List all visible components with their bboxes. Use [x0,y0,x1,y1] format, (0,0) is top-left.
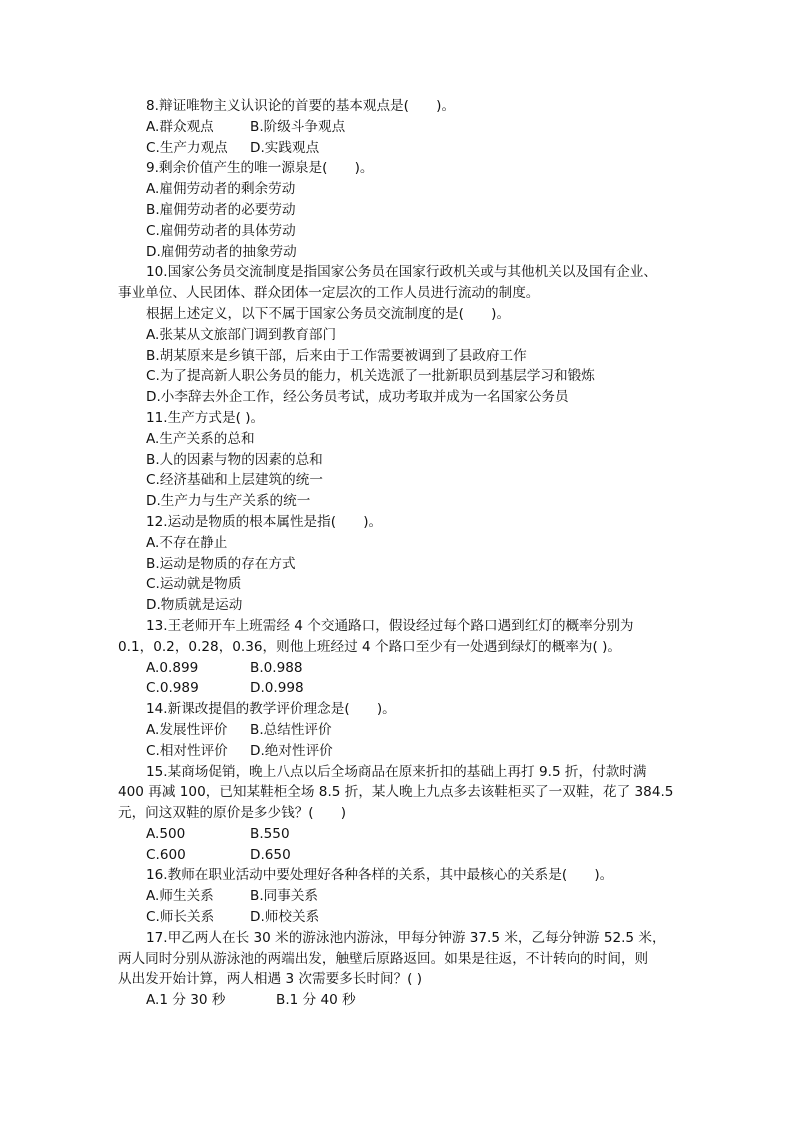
text-line [118,325,688,346]
line-text: 16.教师在职业活动中要处理好各种各样的关系，其中最核心的关系是( )。 [146,867,614,884]
option-text: B.550 [250,825,290,842]
line-text: 10.国家公务员交流制度是指国家公务员在国家行政机关或与其他机关以及国有企业、 [146,264,657,281]
text-line [118,824,688,845]
text-line [118,616,688,637]
line-text: 8.辩证唯物主义认识论的首要的基本观点是( )。 [146,98,456,114]
text-line [118,741,688,762]
line-text: B.运动是物质的存在方式 [146,555,296,572]
text-line [118,969,688,990]
line-text: 两人同时分别从游泳池的两端出发，触壁后原路返回。如果是往返，不计转向的时间，则 [118,950,649,967]
line-text: D.雇佣劳动者的抽象劳动 [146,243,297,260]
option-text: C.师长关系 [146,909,215,926]
line-text: B.雇佣劳动者的必要劳动 [146,201,296,218]
text-line [118,865,688,886]
option-text: D.师校关系 [250,909,320,926]
text-line [118,949,688,970]
text-line [118,574,688,595]
line-text: C.雇佣劳动者的具体劳动 [146,222,296,239]
text-line [118,512,688,533]
option-text: D.0.998 [250,680,304,697]
option-text: A.1 分 30 秒 [146,992,226,1009]
text-line [118,366,688,387]
text-line [118,491,688,512]
option-text: A.0.899 [146,659,199,676]
option-text: A.群众观点 [146,118,214,135]
line-text: C.经济基础和上层建筑的统一 [146,472,323,489]
option-text: A.发展性评价 [146,721,228,738]
text-line [118,387,688,408]
line-text: 元，问这双鞋的原价是多少钱？( ) [118,805,347,822]
text-line [118,886,688,907]
text-line [118,200,688,221]
text-line [118,221,688,242]
text-line [118,408,688,429]
text-line [118,533,688,554]
option-text: A.500 [146,825,186,842]
option-text: C.600 [146,846,186,863]
line-text: 9.剩余价值产生的唯一源泉是( )。 [146,160,374,177]
text-line [118,138,688,159]
text-line [118,283,688,304]
text-line [118,96,688,117]
option-text: B.同事关系 [250,888,319,905]
line-text: 11.生产方式是( )。 [146,409,265,426]
line-text: C.运动就是物质 [146,576,242,593]
line-text: D.生产力与生产关系的统一 [146,493,311,510]
text-line [118,304,688,325]
line-text: 0.1，0.2，0.28，0.36，则他上班经过 4 个路口至少有一处遇到绿灯的概率为( )。 [118,638,622,655]
text-line [118,450,688,471]
line-text: A.生产关系的总和 [146,430,255,447]
line-text: 15.某商场促销，晚上八点以后全场商品在原来折扣的基础上再打 9.5 折，付款时满 [146,763,647,780]
text-line [118,595,688,616]
line-text: 从出发开始计算，两人相遇 3 次需要多长时间？( ) [118,971,423,988]
text-line [118,720,688,741]
line-text: A.不存在静止 [146,534,228,551]
option-text: C.0.989 [146,680,199,697]
text-line [118,554,688,575]
text-line [118,782,688,803]
option-text: A.师生关系 [146,888,214,905]
option-text: C.生产力观点 [146,139,228,156]
document-page [118,96,688,1011]
option-text: D.实践观点 [250,139,320,156]
line-text: 13.王老师开车上班需经 4 个交通路口，假设经过每个路口遇到红灯的概率分别为 [146,617,634,634]
text-line [118,699,688,720]
text-line [118,470,688,491]
text-line [118,658,688,679]
text-line [118,242,688,263]
option-text: B.0.988 [250,659,303,676]
line-text: A.雇佣劳动者的剩余劳动 [146,181,296,198]
option-text: B.阶级斗争观点 [250,118,346,135]
text-line [118,158,688,179]
line-text: D.物质就是运动 [146,597,243,614]
line-text: 根据上述定义，以下不属于国家公务员交流制度的是( )。 [146,305,511,322]
text-line [118,678,688,699]
line-text: C.为了提高新人职公务员的能力，机关选派了一批新职员到基层学习和锻炼 [146,368,595,385]
text-line [118,990,688,1011]
line-text: A.张某从文旅部门调到教育部门 [146,326,337,343]
option-text: B.总结性评价 [250,721,332,738]
line-text: 400 再减 100，已知某鞋柜全场 8.5 折，某人晚上九点多去该鞋柜买了一双鞋，花了 384.5 [118,784,674,801]
option-text: B.1 分 40 秒 [276,992,356,1009]
text-line [118,346,688,367]
option-text: C.相对性评价 [146,742,228,759]
text-line [118,637,688,658]
line-text: B.人的因素与物的因素的总和 [146,451,323,468]
text-line [118,907,688,928]
line-text: 事业单位、人民团体、群众团体一定层次的工作人员进行流动的制度。 [118,285,540,302]
line-text: 14.新课改提倡的教学评价理念是( )。 [146,701,396,718]
text-line [118,803,688,824]
line-text: 17.甲乙两人在长 30 米的游泳池内游泳，甲每分钟游 37.5 米，乙每分钟游 52.5 米， [146,929,666,946]
text-line [118,429,688,450]
text-line [118,179,688,200]
option-text: D.绝对性评价 [250,742,333,759]
text-line [118,845,688,866]
text-line [118,262,688,283]
text-line [118,762,688,783]
option-text: D.650 [250,846,291,863]
text-line [118,117,688,138]
line-text: B.胡某原来是乡镇干部，后来由于工作需要被调到了县政府工作 [146,347,527,364]
line-text: D.小李辞去外企工作，经公务员考试，成功考取并成为一名国家公务员 [146,389,569,406]
text-line [118,928,688,949]
line-text: 12.运动是物质的根本属性是指( )。 [146,513,383,530]
